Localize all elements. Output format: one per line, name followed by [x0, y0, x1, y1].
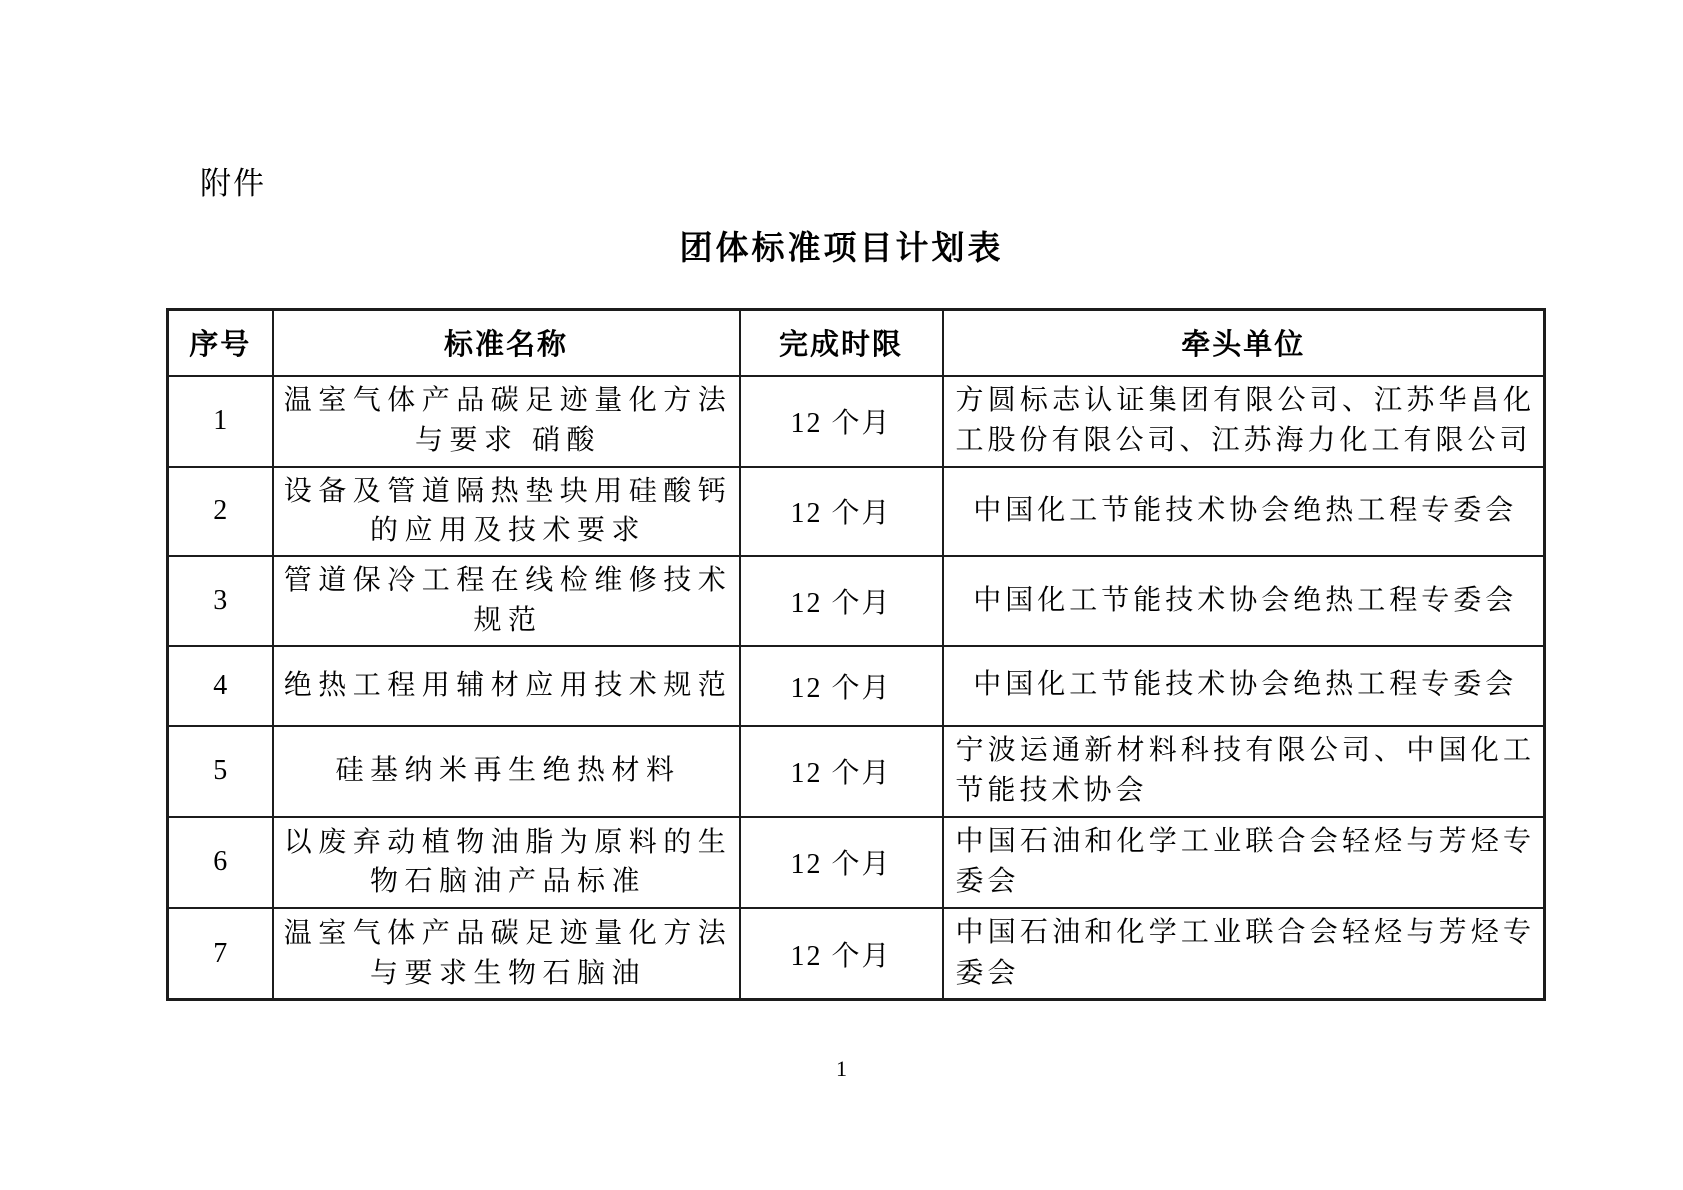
lead-unit-cell: 中国化工节能技术协会绝热工程专委会 — [943, 556, 1545, 646]
header-lead-unit: 牵头单位 — [943, 310, 1545, 376]
serial-number-cell: 6 — [168, 817, 273, 908]
serial-number-cell: 5 — [168, 726, 273, 817]
header-completion-deadline: 完成时限 — [740, 310, 943, 376]
lead-unit-cell: 中国石油和化学工业联合会轻烃与芳烃专委会 — [943, 908, 1545, 1000]
serial-number-cell: 1 — [168, 376, 273, 467]
page-title: 团体标准项目计划表 — [679, 229, 1004, 266]
lead-unit-cell: 中国化工节能技术协会绝热工程专委会 — [943, 467, 1545, 557]
standard-name-cell: 温室气体产品碳足迹量化方法与要求 硝酸 — [273, 376, 740, 467]
deadline-cell: 12 个月 — [740, 646, 943, 726]
deadline-cell: 12 个月 — [740, 376, 943, 467]
table-row — [168, 908, 1545, 1000]
deadline-cell: 12 个月 — [740, 556, 943, 646]
standard-name-cell: 设备及管道隔热垫块用硅酸钙的应用及技术要求 — [273, 467, 740, 557]
deadline-cell: 12 个月 — [740, 726, 943, 817]
table-row — [168, 376, 1545, 467]
serial-number-cell: 7 — [168, 908, 273, 1000]
table-row — [168, 467, 1545, 557]
lead-unit-cell: 中国石油和化学工业联合会轻烃与芳烃专委会 — [943, 817, 1545, 908]
lead-unit-cell: 方圆标志认证集团有限公司、江苏华昌化工股份有限公司、江苏海力化工有限公司 — [943, 376, 1545, 467]
page-number: 1 — [836, 1056, 847, 1081]
serial-number-cell: 3 — [168, 556, 273, 646]
table-row — [168, 556, 1545, 646]
attachment-label: 附件 — [200, 166, 266, 201]
standard-name-cell: 以废弃动植物油脂为原料的生物石脑油产品标准 — [273, 817, 740, 908]
header-serial-number: 序号 — [168, 310, 273, 376]
deadline-cell: 12 个月 — [740, 817, 943, 908]
lead-unit-cell: 中国化工节能技术协会绝热工程专委会 — [943, 646, 1545, 726]
serial-number-cell: 4 — [168, 646, 273, 726]
lead-unit-cell: 宁波运通新材料科技有限公司、中国化工节能技术协会 — [943, 726, 1545, 817]
standard-name-cell: 硅基纳米再生绝热材料 — [273, 726, 740, 817]
standard-name-cell: 绝热工程用辅材应用技术规范 — [273, 646, 740, 726]
table-row — [168, 817, 1545, 908]
standards-plan-table — [166, 308, 1546, 1001]
table-row — [168, 646, 1545, 726]
serial-number-cell: 2 — [168, 467, 273, 557]
table-row — [168, 726, 1545, 817]
standard-name-cell: 温室气体产品碳足迹量化方法与要求生物石脑油 — [273, 908, 740, 1000]
deadline-cell: 12 个月 — [740, 908, 943, 1000]
header-standard-name: 标准名称 — [273, 310, 740, 376]
deadline-cell: 12 个月 — [740, 467, 943, 557]
standard-name-cell: 管道保冷工程在线检维修技术规范 — [273, 556, 740, 646]
table-header-row — [168, 310, 1545, 376]
